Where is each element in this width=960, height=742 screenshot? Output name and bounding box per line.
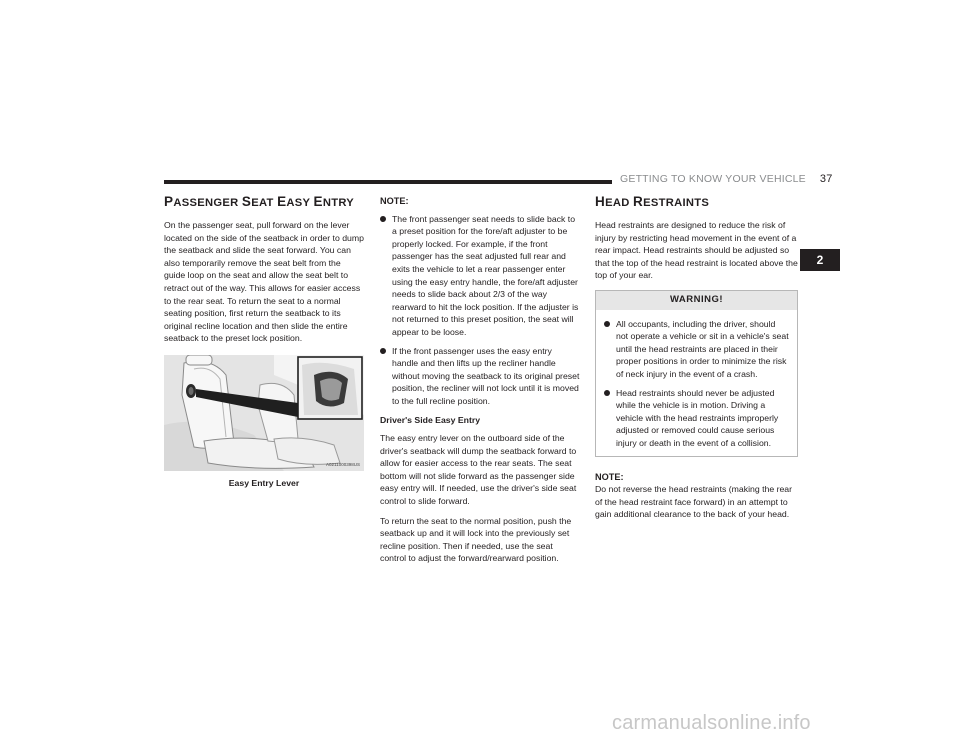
page-number: 37 <box>819 173 833 185</box>
header-rule <box>164 180 612 184</box>
bullet-icon <box>604 390 610 396</box>
list-item: The front passenger seat needs to slide back to a preset position for the fore/aft adjuster to be properly locked. For example, if the front passenger has the seat adjusted full rear and exits the vehicle to let a rear passenger enter using the easy entry handle, the fore/aft adjuster needs to slide back about 2/3 of the way rearward to hit the lock position. If the adjuster is not returned to this preset position, the seat will appear to be loose. <box>380 213 580 339</box>
note-label: NOTE: <box>595 471 624 482</box>
figure-caption: Easy Entry Lever <box>228 477 300 488</box>
bullet-icon <box>380 348 386 354</box>
running-head <box>620 171 833 187</box>
subhead-drivers-side-easy-entry: Driver's Side Easy Entry <box>380 414 481 425</box>
list-item: If the front passenger uses the easy entry handle and then lifts up the recliner handle without moving the seatback to its original preset position, the recliner will not lock until it is moved to the full recline position. <box>380 345 580 408</box>
warning-box <box>595 290 798 457</box>
figure-id-label: A0211000398US <box>326 461 360 467</box>
section-title-head-restraints: HEAD RESTRAINTS <box>595 194 710 209</box>
warning-label: WARNING! <box>596 291 797 310</box>
passenger-seat-paragraph: On the passenger seat, pull forward on the lever located on the side of the seatback in order to dump the seatback and slide the seat forward. You can also temporarily remove the seat belt from the guide loop on the seat and allow the seat belt to retract out of the way. This allows for easier access to the rear seat. To return the seat to a normal seating position, first return the seatback to its original recline location and then slide the entire seatback to the preset lock position. <box>164 220 364 344</box>
seat-illustration <box>164 355 364 471</box>
head-restraints-note: Do not reverse the head restraints (making the rear of the head restraint face forward) in an attempt to gain additional clearance to the back of your head. <box>595 484 793 520</box>
column-head-restraints <box>595 195 798 528</box>
bullet-icon <box>380 216 386 222</box>
drivers-side-paragraph-2: To return the seat to the normal position, push the seatback up and it will lock into the previously set recline position. Then if needed, use the seat control to adjust the forward/rearward position. <box>380 515 572 564</box>
list-item: All occupants, including the driver, should not operate a vehicle or sit in a vehicle's seat until the head restraints are placed in their proper positions in order to minimize the risk of neck injury in the event of a crash. <box>604 318 789 381</box>
section-title-passenger-seat-easy-entry: PASSENGER SEAT EASY ENTRY <box>164 194 355 209</box>
running-head-title: GETTING TO KNOW YOUR VEHICLE <box>620 173 806 185</box>
easy-entry-lever-figure <box>164 355 364 490</box>
column-notes <box>380 195 580 572</box>
chapter-tab[interactable]: 2 <box>800 249 840 271</box>
warning-bullet-list <box>604 318 789 450</box>
list-item: Head restraints should never be adjusted while the vehicle is in motion. Driving a vehicle with the head restraints improperly adjusted or removed could cause serious injury or death in the event of a collision. <box>604 387 789 450</box>
bullet-icon <box>604 321 610 327</box>
drivers-side-paragraph-1: The easy entry lever on the outboard side of the driver's seatback will dump the seatback forward to allow for easier access to the rear seats. The seat bottom will not slide forward as the passenger side easy entry will. If needed, use the driver's side seat control to slide forward. <box>380 433 577 507</box>
note-label: NOTE: <box>380 196 409 206</box>
note-bullet-list <box>380 213 580 408</box>
head-restraints-paragraph: Head restraints are designed to reduce the risk of injury by restricting head movement in the event of a rear impact. Head restraints should be adjusted so that the top of the head restraint is located above the top of your ear. <box>595 220 798 281</box>
column-passenger-seat <box>164 195 364 490</box>
watermark: carmanualsonline.info <box>612 712 811 734</box>
